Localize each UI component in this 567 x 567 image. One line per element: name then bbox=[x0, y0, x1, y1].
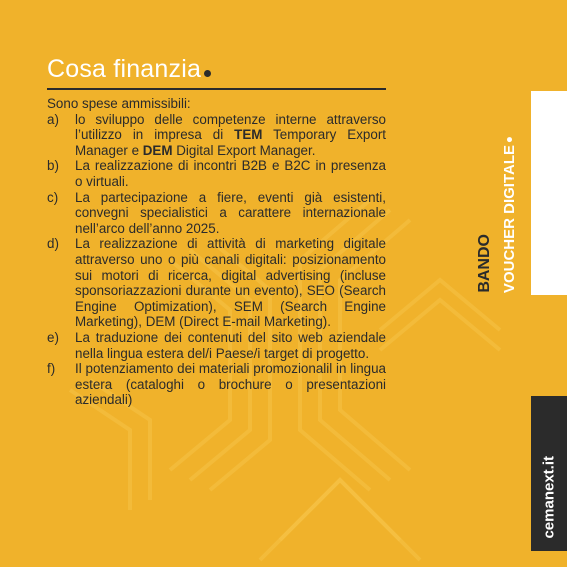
list-item-text bbox=[75, 361, 386, 408]
list-item-letter: d) bbox=[47, 236, 59, 252]
text-segment: La partecipazione a fiere, eventi già esistenti, convegni specialistici a carattere internazionale nell’arco dell’anno 2025. bbox=[75, 189, 386, 236]
list-item-letter: c) bbox=[47, 189, 59, 205]
list-item bbox=[47, 112, 386, 159]
title-underline bbox=[47, 88, 386, 90]
list-item-text bbox=[75, 190, 386, 237]
text-segment: Il potenziamento dei materiali promozionalil in lingua estera (cataloghi o brochure o presentazioni aziendali) bbox=[75, 361, 386, 408]
list-item bbox=[47, 190, 386, 237]
list-item-text bbox=[75, 158, 386, 189]
page-title bbox=[47, 55, 211, 84]
side-vertical-labels bbox=[474, 90, 524, 293]
list-item-text bbox=[75, 112, 386, 159]
text-segment: lo sviluppo delle competenze interne attraverso l’utilizzo in impresa di bbox=[75, 111, 386, 143]
brand-panel bbox=[531, 396, 567, 551]
text-segment: Temporary Export Manager e bbox=[75, 127, 387, 158]
list-item bbox=[47, 158, 386, 189]
voucher-digitale-label bbox=[501, 137, 518, 293]
list-item-text bbox=[75, 330, 386, 361]
list-item bbox=[47, 361, 386, 408]
text-segment: La realizzazione di incontri B2B e B2C in presenza o virtuali. bbox=[75, 158, 386, 189]
list-item-letter: f) bbox=[47, 361, 56, 377]
side-white-panel bbox=[531, 91, 567, 295]
list-item-letter: e) bbox=[47, 329, 59, 345]
voucher-dot bbox=[508, 137, 513, 142]
text-segment: La realizzazione di attività di marketing digitale attraverso uno o più canali digitali: posizionamento sui motori di ricerca, digital advertising (incluse sponsoriazzazioni durante un evento), SEO (Search Engine Optimization), SEM (Search Engine Marketing), DEM (Direct E-mail Marketing). bbox=[75, 236, 386, 330]
list-item bbox=[47, 236, 386, 330]
bold-term: TEM bbox=[234, 127, 263, 143]
intro-text: Sono spese ammissibili: bbox=[47, 96, 191, 111]
list-item-letter: b) bbox=[47, 158, 59, 174]
voucher-text: VOUCHER DIGITALE bbox=[501, 144, 518, 293]
text-segment: La traduzione dei contenuti del sito web aziendale nella lingua estera del/i Paese/i target di progetto. bbox=[75, 329, 386, 361]
bold-term: DEM bbox=[142, 142, 173, 158]
brand-website-link[interactable]: cemanext.it bbox=[540, 456, 558, 539]
list-item-text bbox=[75, 236, 386, 330]
title-text: Cosa finanzia bbox=[47, 55, 202, 83]
list-item-letter: a) bbox=[47, 111, 59, 127]
title-dot bbox=[204, 70, 211, 77]
text-segment: Digital Export Manager. bbox=[172, 142, 316, 158]
list-item bbox=[47, 330, 386, 361]
content-block bbox=[47, 96, 386, 408]
bando-label: BANDO bbox=[476, 234, 493, 293]
eligible-expenses-list bbox=[47, 112, 386, 408]
